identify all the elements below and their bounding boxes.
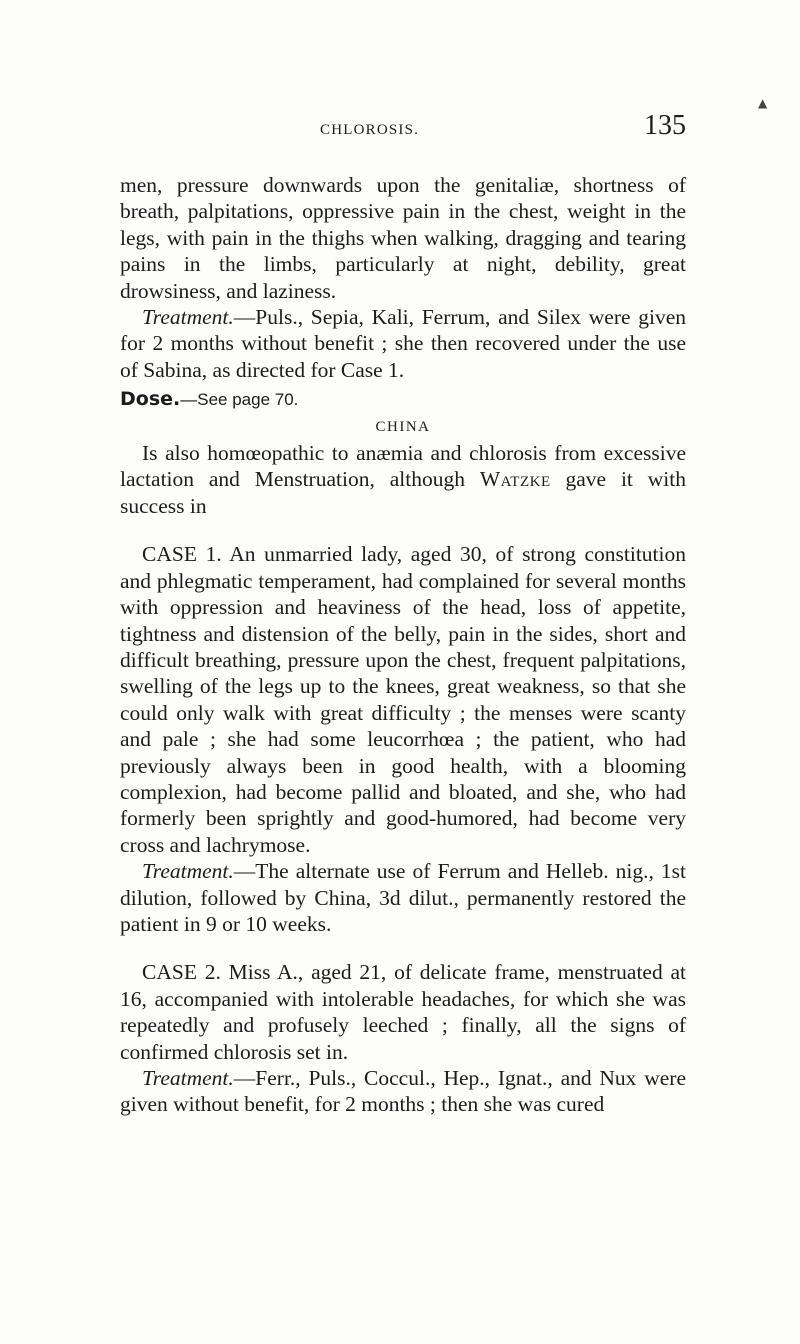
treatment-text: —Puls., Sepia, Kali, Ferrum, and Silex were given for 2 months without benefit ; she then recovered under the use of Sabina, as directed for Case 1.: [120, 305, 686, 382]
page-number: 135: [644, 110, 686, 141]
paragraph-dose: [120, 385, 686, 413]
paragraph-treatment-1: [120, 304, 686, 383]
paragraph-case-1-treatment: Treatment.—The alternate use of Ferrum and Helleb. nig., 1st dilution, followed by China, 3d dilut., permanently restored the patient in 9 or 10 weeks.: [120, 859, 686, 936]
treatment-label: Treatment.: [142, 305, 234, 330]
dose-label: Dose.: [120, 388, 181, 411]
running-head: [120, 110, 686, 158]
paragraph-continuation: men, pressure downwards upon the genitaliæ, shortness of breath, palpitations, oppressive pain in the chest, weight in the legs, with pain in the thighs when walking, dragging and tearing pains in the limbs, particularly at night, debility, great drowsiness, and laziness.: [120, 173, 686, 303]
paragraph-case-1: CASE 1. An unmarried lady, aged 30, of strong constitution and phlegmatic temperament, had complained for several months with oppression and heaviness of the head, loss of appetite, tightness and distension of the belly, pain in the sides, short and difficult breathing, pressure upon the chest, frequent palpitations, swelling of the legs up to the knees, great weakness, so that she could only walk with great difficulty ; the menses were scanty and pale ; she had some leucorrhœa ; the patient, who had previously always been in good health, with a blooming complexion, had become pallid and bloated, and she, who had formerly been sprightly and good-humored, had become very cross and lachrymose.: [120, 542, 686, 857]
dose-text: —See page 70.: [180, 390, 299, 410]
author-name: Watzke: [479, 467, 551, 492]
body-text: [120, 172, 686, 1118]
paragraph-china-intro: Is also homœopathic to anæmia and chlorosis from excessive lactation and Menstruation, although Watzke gave it with success in: [120, 441, 686, 518]
section-heading: CHINA: [375, 418, 431, 435]
spacer: [120, 937, 686, 959]
treatment-label: Treatment.: [142, 1066, 234, 1090]
running-title: CHLOROSIS.: [320, 122, 420, 138]
corner-mark: ▲: [758, 96, 768, 110]
spacer: [120, 519, 686, 541]
paragraph-case-2: CASE 2. Miss A., aged 21, of delicate frame, menstruated at 16, accompanied with intolerable headaches, for which she was repeatedly and profusely leeched ; finally, all the signs of confirmed chlorosis set in.: [120, 960, 686, 1064]
treatment-label: Treatment.: [142, 859, 234, 884]
paragraph-case-2-treatment: Treatment.—Ferr., Puls., Coccul., Hep., Ignat., and Nux were given without benefit, for 2 months ; then she was cured: [120, 1066, 686, 1117]
